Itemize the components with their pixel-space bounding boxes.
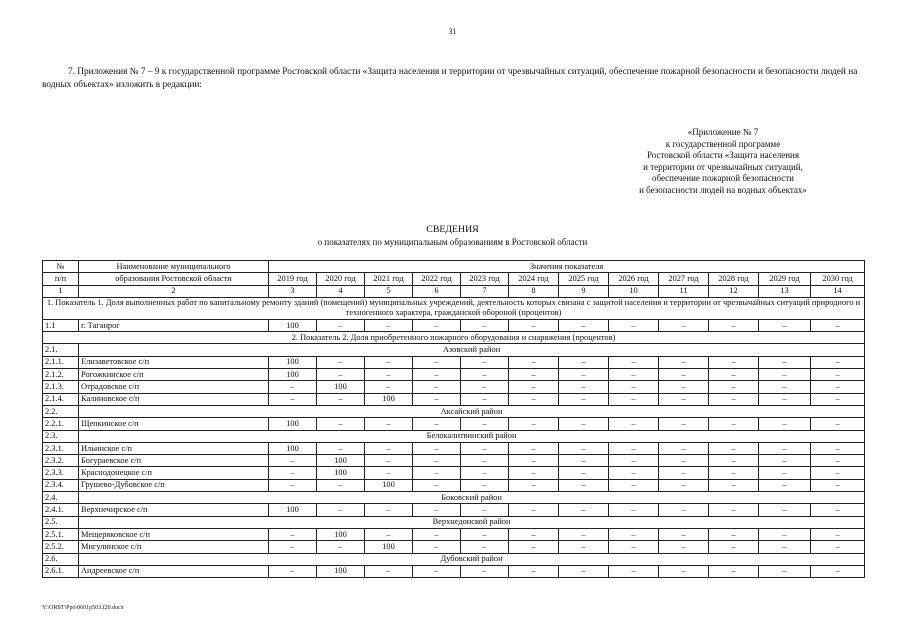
value-cell: – [559, 528, 609, 540]
value-cell: – [609, 381, 659, 393]
table-row [43, 319, 865, 331]
header-year: 2020 год [317, 273, 365, 285]
value-cell: – [509, 393, 559, 405]
value-cell: – [413, 565, 461, 577]
value-cell: 100 [365, 541, 413, 553]
value-cell: – [461, 455, 509, 467]
value-cell: – [461, 528, 509, 540]
value-cell: – [759, 455, 811, 467]
value-cell: – [559, 467, 609, 479]
value-cell: – [461, 381, 509, 393]
appendix-line: «Приложение № 7 [687, 127, 759, 137]
row-number: 2.1.3. [43, 381, 79, 393]
header-num-2: п/п [43, 273, 79, 285]
row-number: 2.1.1. [43, 356, 79, 368]
value-cell: – [659, 479, 709, 491]
value-cell: – [509, 381, 559, 393]
section-row [43, 297, 865, 319]
value-cell: – [509, 369, 559, 381]
header-year: 2019 год [269, 273, 317, 285]
row-number: 2.6.1. [43, 565, 79, 577]
value-cell: 100 [317, 528, 365, 540]
value-cell: 100 [365, 393, 413, 405]
document-title: СВЕДЕНИЯ [426, 224, 479, 235]
municipality-name: Краснодонецкое с/п [79, 467, 269, 479]
value-cell: – [365, 381, 413, 393]
district-name: Белокалитвинский район [79, 430, 865, 442]
value-cell: – [413, 319, 461, 331]
value-cell: – [365, 528, 413, 540]
value-cell: – [609, 455, 659, 467]
header-col-number: 6 [413, 285, 461, 297]
header-col-number: 12 [709, 285, 759, 297]
row-number: 2.1.2. [43, 369, 79, 381]
value-cell: – [365, 356, 413, 368]
value-cell: – [509, 319, 559, 331]
header-col-number: 4 [317, 285, 365, 297]
value-cell: – [317, 541, 365, 553]
value-cell: – [413, 393, 461, 405]
row-number: 2.6. [43, 553, 79, 565]
value-cell: – [365, 467, 413, 479]
row-number: 2.5. [43, 516, 79, 528]
value-cell: – [759, 479, 811, 491]
value-cell: – [709, 393, 759, 405]
municipality-name: Ильинское с/п [79, 442, 269, 454]
value-cell: – [559, 565, 609, 577]
value-cell: – [559, 442, 609, 454]
value-cell: – [269, 381, 317, 393]
value-cell: – [659, 393, 709, 405]
value-cell: – [509, 467, 559, 479]
appendix-line: и территории от чрезвычайных ситуаций, [643, 161, 803, 172]
header-year: 2023 год [461, 273, 509, 285]
header-year: 2029 год [759, 273, 811, 285]
table-row [43, 442, 865, 454]
value-cell: – [413, 418, 461, 430]
table-row [43, 541, 865, 553]
header-name-2: образования Ростовской области [79, 273, 269, 285]
value-cell: – [413, 479, 461, 491]
row-number: 2.3. [43, 430, 79, 442]
value-cell: – [413, 504, 461, 516]
row-number: 2.3.4. [43, 479, 79, 491]
value-cell: – [461, 479, 509, 491]
value-cell: – [461, 393, 509, 405]
value-cell: 100 [317, 565, 365, 577]
value-cell: – [759, 356, 811, 368]
value-cell: – [709, 541, 759, 553]
value-cell: – [659, 541, 709, 553]
row-number: 2.2.1. [43, 418, 79, 430]
value-cell: – [269, 455, 317, 467]
value-cell: – [509, 418, 559, 430]
appendix-line: обеспечение пожарной безопасности [651, 173, 794, 184]
value-cell: – [659, 356, 709, 368]
district-row [43, 405, 865, 417]
value-cell: – [509, 455, 559, 467]
municipality-name: Богураевское с/п [79, 455, 269, 467]
value-cell: – [811, 528, 865, 540]
value-cell: – [709, 319, 759, 331]
district-name: Верхнедонской район [79, 516, 865, 528]
municipality-name: Отрадовское с/п [79, 381, 269, 393]
value-cell: – [759, 369, 811, 381]
value-cell: – [811, 369, 865, 381]
value-cell: – [559, 418, 609, 430]
value-cell: – [659, 528, 709, 540]
value-cell: – [317, 479, 365, 491]
value-cell: 100 [269, 418, 317, 430]
municipality-name: Рогожкинское с/п [79, 369, 269, 381]
value-cell: – [413, 369, 461, 381]
district-row [43, 516, 865, 528]
value-cell: – [609, 369, 659, 381]
value-cell: – [709, 528, 759, 540]
value-cell: – [609, 479, 659, 491]
value-cell: – [317, 504, 365, 516]
district-name: Азовский район [79, 344, 865, 356]
value-cell: – [509, 565, 559, 577]
value-cell: – [509, 479, 559, 491]
table-row [43, 467, 865, 479]
row-number: 2.5.2. [43, 541, 79, 553]
value-cell: – [461, 418, 509, 430]
header-col-number: 10 [609, 285, 659, 297]
value-cell: – [461, 565, 509, 577]
value-cell: – [609, 528, 659, 540]
value-cell: – [559, 393, 609, 405]
value-cell: – [659, 467, 709, 479]
intro-paragraph: 7. Приложения № 7 – 9 к государственной программе Ростовской области «Защита населения и территории от чрезвычайных ситуаций, обеспечение пожарной безопасности и безопасности людей на водных объектах» изложить в редакции: [42, 67, 858, 90]
value-cell: – [659, 369, 709, 381]
value-cell: – [811, 541, 865, 553]
value-cell: – [609, 356, 659, 368]
appendix-line: к государственной программе [665, 138, 781, 149]
value-cell: – [509, 442, 559, 454]
header-year: 2030 год [811, 273, 865, 285]
value-cell: – [709, 467, 759, 479]
row-number: 2.4.1. [43, 504, 79, 516]
header-name: Наименование муниципального [79, 261, 269, 273]
value-cell: – [509, 541, 559, 553]
value-cell: – [659, 565, 709, 577]
header-year: 2028 год [709, 273, 759, 285]
header-year: 2021 год [365, 273, 413, 285]
value-cell: – [709, 369, 759, 381]
value-cell: – [365, 319, 413, 331]
section-heading: 1. Показатель 1. Доля выполненных работ по капитальному ремонту зданий (помещений) муниципальных учреждений, деятельность которых связана с защитой населения и территории от чрезвычайных ситуаций природного и техногенного характера, гражданской обороной (процентов) [43, 297, 865, 319]
value-cell: – [413, 442, 461, 454]
value-cell: – [461, 504, 509, 516]
value-cell: – [269, 565, 317, 577]
value-cell: – [759, 565, 811, 577]
page-number: 31 [448, 27, 457, 36]
appendix-line: и безопасности людей на водных объектах» [639, 184, 807, 195]
value-cell: – [609, 565, 659, 577]
header-col-number: 7 [461, 285, 509, 297]
value-cell: – [811, 381, 865, 393]
value-cell: – [413, 455, 461, 467]
value-cell: – [709, 442, 759, 454]
header-year: 2026 год [609, 273, 659, 285]
municipality-name: Грушево-Дубовское с/п [79, 479, 269, 491]
value-cell: – [559, 455, 609, 467]
value-cell: – [559, 541, 609, 553]
value-cell: – [509, 528, 559, 540]
value-cell: – [709, 381, 759, 393]
value-cell: – [811, 393, 865, 405]
table-row [43, 504, 865, 516]
header-year: 2025 год [559, 273, 609, 285]
value-cell: – [365, 369, 413, 381]
value-cell: – [559, 319, 609, 331]
value-cell: – [759, 442, 811, 454]
value-cell: – [317, 369, 365, 381]
table-row [43, 356, 865, 368]
header-col-number: 11 [659, 285, 709, 297]
value-cell: – [759, 541, 811, 553]
value-cell: 100 [365, 479, 413, 491]
row-number: 2.1.4. [43, 393, 79, 405]
header-col-number: 13 [759, 285, 811, 297]
value-cell: – [659, 504, 709, 516]
value-cell: – [413, 467, 461, 479]
value-cell: 100 [269, 504, 317, 516]
municipality-name: Калиновское с/п [79, 393, 269, 405]
section-heading: 2. Показатель 2. Доля приобретенного пожарного оборудования и снаряжения (процентов) [43, 332, 865, 344]
value-cell: – [709, 455, 759, 467]
header-col-number: 1 [43, 285, 79, 297]
value-cell: – [269, 479, 317, 491]
municipality-name: Мещеряковское с/п [79, 528, 269, 540]
table-row [43, 528, 865, 540]
value-cell: – [461, 467, 509, 479]
row-number: 2.3.1. [43, 442, 79, 454]
value-cell: – [811, 565, 865, 577]
value-cell: – [759, 528, 811, 540]
value-cell: – [609, 541, 659, 553]
value-cell: – [609, 393, 659, 405]
district-name: Аксайский район [79, 405, 865, 417]
value-cell: – [559, 381, 609, 393]
value-cell: – [659, 381, 709, 393]
value-cell: – [461, 369, 509, 381]
header-year: 2022 год [413, 273, 461, 285]
value-cell: – [509, 504, 559, 516]
value-cell: – [461, 356, 509, 368]
value-cell: – [609, 442, 659, 454]
value-cell: – [317, 442, 365, 454]
value-cell: – [811, 418, 865, 430]
value-cell: – [709, 356, 759, 368]
value-cell: – [709, 479, 759, 491]
value-cell: – [759, 393, 811, 405]
value-cell: – [365, 565, 413, 577]
value-cell: – [559, 369, 609, 381]
table-row [43, 479, 865, 491]
value-cell: – [811, 479, 865, 491]
district-row [43, 553, 865, 565]
value-cell: 100 [317, 467, 365, 479]
header-values: Значения показателя [269, 261, 865, 273]
value-cell: – [461, 319, 509, 331]
table-row [43, 565, 865, 577]
municipality-name: Щепкинское с/п [79, 418, 269, 430]
value-cell: – [413, 528, 461, 540]
value-cell: – [759, 319, 811, 331]
table-row [43, 418, 865, 430]
municipality-name: Верхнечирское с/п [79, 504, 269, 516]
value-cell: – [811, 467, 865, 479]
value-cell: – [413, 541, 461, 553]
value-cell: – [609, 504, 659, 516]
value-cell: – [811, 319, 865, 331]
value-cell: – [509, 356, 559, 368]
value-cell: 100 [269, 442, 317, 454]
header-col-number: 8 [509, 285, 559, 297]
value-cell: – [559, 479, 609, 491]
district-row [43, 430, 865, 442]
municipality-name: Андреевское с/п [79, 565, 269, 577]
value-cell: – [811, 356, 865, 368]
value-cell: 100 [269, 319, 317, 331]
value-cell: – [659, 418, 709, 430]
value-cell: – [317, 356, 365, 368]
value-cell: – [461, 541, 509, 553]
value-cell: – [759, 381, 811, 393]
appendix-line: Ростовской области «Защита населения [646, 150, 800, 161]
value-cell: 100 [317, 455, 365, 467]
value-cell: – [759, 418, 811, 430]
value-cell: – [709, 504, 759, 516]
value-cell: – [365, 442, 413, 454]
value-cell: – [709, 418, 759, 430]
header-col-number: 14 [811, 285, 865, 297]
value-cell: – [413, 356, 461, 368]
value-cell: – [659, 319, 709, 331]
appendix-caption [593, 127, 853, 197]
indicators-table [42, 260, 865, 578]
header-col-number: 2 [79, 285, 269, 297]
table-row [43, 369, 865, 381]
row-number: 1.1 [43, 319, 79, 331]
row-number: 2.5.1. [43, 528, 79, 540]
header-col-number: 9 [559, 285, 609, 297]
district-name: Боковский район [79, 492, 865, 504]
value-cell: – [759, 467, 811, 479]
value-cell: – [317, 319, 365, 331]
table-row [43, 455, 865, 467]
value-cell: – [559, 504, 609, 516]
value-cell: – [811, 442, 865, 454]
row-number: 2.1. [43, 344, 79, 356]
municipality-name: г. Таганрог [79, 319, 269, 331]
value-cell: – [317, 393, 365, 405]
value-cell: – [609, 467, 659, 479]
header-year: 2027 год [659, 273, 709, 285]
value-cell: – [811, 455, 865, 467]
value-cell: – [759, 504, 811, 516]
value-cell: – [559, 356, 609, 368]
table-row [43, 381, 865, 393]
row-number: 2.3.3. [43, 467, 79, 479]
municipality-name: Мигулинское с/п [79, 541, 269, 553]
header-year: 2024 год [509, 273, 559, 285]
row-number: 2.2. [43, 405, 79, 417]
section-row [43, 332, 865, 344]
value-cell: – [609, 418, 659, 430]
value-cell: – [709, 565, 759, 577]
value-cell: – [269, 528, 317, 540]
value-cell: – [317, 418, 365, 430]
header-col-number: 5 [365, 285, 413, 297]
header-col-number: 3 [269, 285, 317, 297]
document-subtitle: о показателях по муниципальным образованиям в Ростовской области [317, 237, 588, 247]
row-number: 2.4. [43, 492, 79, 504]
row-number: 2.3.2. [43, 455, 79, 467]
file-path-footer: Y:\ORST\Ppo\0601p503.f20.docx [42, 605, 124, 611]
district-row [43, 344, 865, 356]
value-cell: 100 [317, 381, 365, 393]
value-cell: – [365, 504, 413, 516]
value-cell: – [269, 393, 317, 405]
value-cell: – [365, 455, 413, 467]
value-cell: – [413, 381, 461, 393]
value-cell: – [659, 442, 709, 454]
table-row [43, 393, 865, 405]
value-cell: – [811, 504, 865, 516]
value-cell: 100 [269, 356, 317, 368]
value-cell: – [461, 442, 509, 454]
municipality-name: Елизаветовское с/п [79, 356, 269, 368]
district-name: Дубовский район [79, 553, 865, 565]
header-num: № [43, 261, 79, 273]
district-row [43, 492, 865, 504]
value-cell: – [365, 418, 413, 430]
value-cell: – [269, 541, 317, 553]
value-cell: – [659, 455, 709, 467]
value-cell: 100 [269, 369, 317, 381]
value-cell: – [269, 467, 317, 479]
value-cell: – [609, 319, 659, 331]
